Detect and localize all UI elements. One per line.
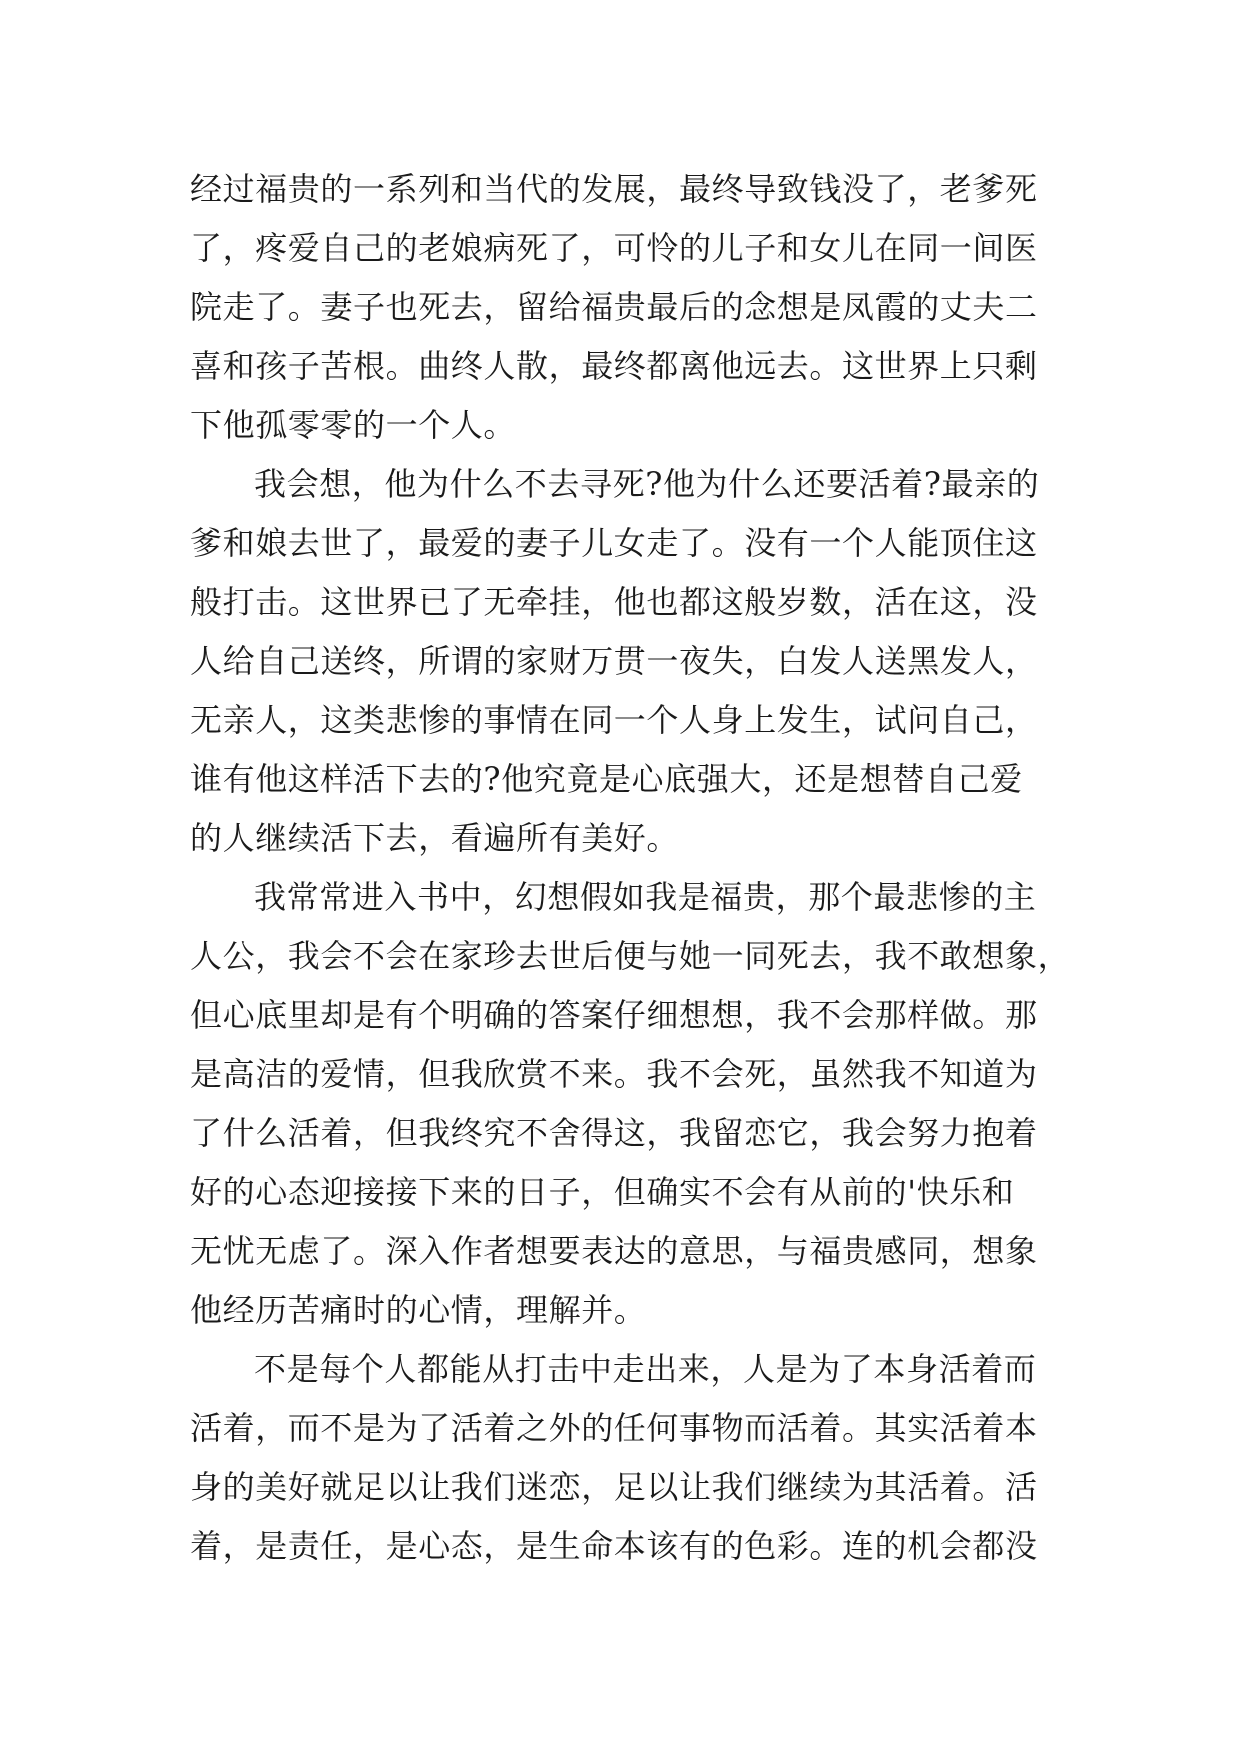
text-line: 我常常进入书中，幻想假如我是福贵，那个最悲惨的主 — [254, 878, 1037, 916]
text-line: 下他孤零零的一个人。 — [190, 406, 517, 444]
paragraph-4 — [190, 1340, 1060, 1576]
text-line: 活着，而不是为了活着之外的任何事物而活着。其实活着本 — [190, 1409, 1038, 1447]
text-line: 但心底里却是有个明确的答案仔细想想，我不会那样做。那 — [190, 996, 1038, 1034]
text-line: 了，疼爱自己的老娘病死了，可怜的儿子和女儿在同一间医 — [190, 229, 1038, 267]
text-line: 人给自己送终，所谓的家财万贯一夜失，白发人送黑发人， — [190, 642, 1038, 680]
text-line: 不是每个人都能从打击中走出来，人是为了本身活着而 — [254, 1350, 1037, 1388]
body-text — [190, 160, 1071, 1576]
text-line: 他经历苦痛时的心情，理解并。 — [190, 1291, 647, 1329]
text-line: 经过福贵的一系列和当代的发展，最终导致钱没了，老爹死 — [190, 170, 1038, 208]
text-line: 了什么活着，但我终究不舍得这，我留恋它，我会努力抱着 — [190, 1114, 1038, 1152]
paragraph-1 — [190, 160, 1060, 455]
text-line: 无忧无虑了。深入作者想要表达的意思，与福贵感同，想象 — [190, 1232, 1038, 1270]
text-line: 院走了。妻子也死去，留给福贵最后的念想是凤霞的丈夫二 — [190, 288, 1038, 326]
text-line: 般打击。这世界已了无牵挂，他也都这般岁数，活在这，没 — [190, 583, 1038, 621]
text-line: 的人继续活下去，看遍所有美好。 — [190, 819, 680, 857]
text-line: 爹和娘去世了，最爱的妻子儿女走了。没有一个人能顶住这 — [190, 524, 1038, 562]
text-line: 我会想，他为什么不去寻死?他为什么还要活着?最亲的 — [254, 465, 1040, 503]
text-line: 是高洁的爱情，但我欣赏不来。我不会死，虽然我不知道为 — [190, 1055, 1038, 1093]
text-line: 无亲人，这类悲惨的事情在同一个人身上发生，试问自己， — [190, 701, 1038, 739]
text-line: 人公，我会不会在家珍去世后便与她一同死去，我不敢想象， — [190, 937, 1071, 975]
paragraph-3 — [190, 868, 1071, 1340]
text-line: 好的心态迎接接下来的日子，但确实不会有从前的'快乐和 — [190, 1173, 1015, 1211]
text-line: 着，是责任，是心态，是生命本该有的色彩。连的机会都没 — [190, 1527, 1038, 1565]
text-line: 身的美好就足以让我们迷恋，足以让我们继续为其活着。活 — [190, 1468, 1038, 1506]
paragraph-2 — [190, 455, 1060, 868]
text-line: 喜和孩子苦根。曲终人散，最终都离他远去。这世界上只剩 — [190, 347, 1038, 385]
text-line: 谁有他这样活下去的?他究竟是心底强大，还是想替自己爱 — [190, 760, 1023, 798]
